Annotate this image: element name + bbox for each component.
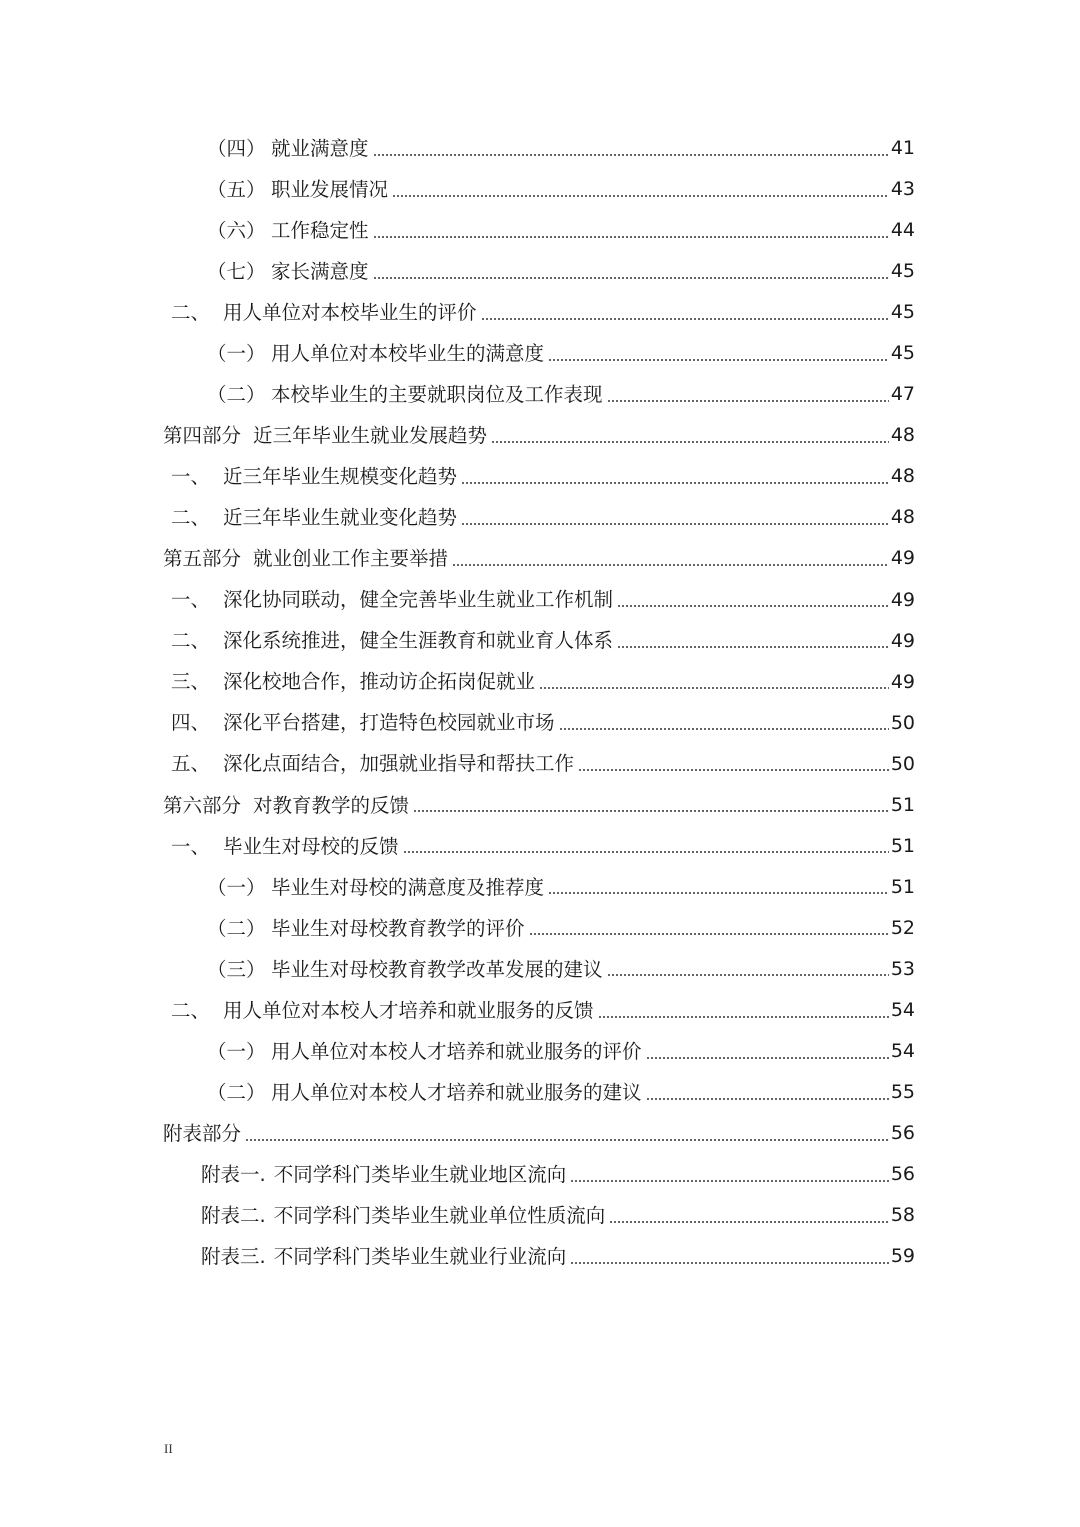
toc-entry-number: 附表三. xyxy=(201,1245,266,1269)
dot-leader xyxy=(245,1139,889,1141)
dot-leader xyxy=(570,1180,889,1182)
toc-entry[interactable] xyxy=(163,497,915,538)
toc-entry-page: 43 xyxy=(890,178,915,201)
toc-entry-page: 47 xyxy=(890,383,915,406)
toc-entry-title: 用人单位对本校毕业生的评价 xyxy=(223,300,477,324)
toc-entry-number: 三、 xyxy=(171,670,211,694)
toc-entry-page: 59 xyxy=(890,1245,915,1268)
dot-leader xyxy=(617,605,889,607)
toc-entry[interactable] xyxy=(163,867,915,908)
toc-entry-title: 不同学科门类毕业生就业地区流向 xyxy=(273,1162,567,1186)
toc-entry[interactable] xyxy=(163,292,915,333)
toc-entry[interactable] xyxy=(163,374,915,415)
dot-leader xyxy=(607,400,889,402)
dot-leader xyxy=(529,933,889,935)
toc-entry-title: 毕业生对母校教育教学改革发展的建议 xyxy=(271,957,603,981)
toc-entry-page: 54 xyxy=(890,1040,915,1063)
toc-entry-page: 49 xyxy=(890,547,915,570)
toc-entry-number: （一） xyxy=(207,875,266,899)
dot-leader xyxy=(461,523,889,525)
toc-entry-page: 54 xyxy=(890,999,915,1021)
toc-entry-number: （二） xyxy=(207,1080,266,1104)
toc-entry-number: 一、 xyxy=(171,465,211,489)
toc-entry[interactable] xyxy=(163,538,915,579)
dot-leader xyxy=(609,1221,889,1223)
toc-entry-number: 五、 xyxy=(171,752,211,776)
toc-entry-number: 第五部分 xyxy=(163,547,242,571)
dot-leader xyxy=(481,318,889,320)
toc-entry-number: 附表二. xyxy=(201,1203,266,1227)
toc-entry[interactable] xyxy=(163,908,915,949)
toc-entry[interactable] xyxy=(163,662,915,703)
toc-entry-title: 不同学科门类毕业生就业行业流向 xyxy=(273,1245,567,1269)
toc-entry-title: 深化系统推进，健全生涯教育和就业育人体系 xyxy=(223,629,614,653)
toc-entry-number: （二） xyxy=(207,916,266,940)
toc-entry-title: 职业发展情况 xyxy=(271,177,389,201)
toc-entry-number: （三） xyxy=(207,957,266,981)
toc-entry[interactable] xyxy=(163,333,915,374)
toc-entry[interactable] xyxy=(163,580,915,621)
toc-entry-page: 55 xyxy=(890,1081,915,1104)
toc-entry-page: 48 xyxy=(890,506,915,529)
toc-entry-page: 51 xyxy=(890,875,915,898)
toc-entry-number: 二、 xyxy=(171,506,211,530)
toc-entry-page: 49 xyxy=(890,629,915,652)
toc-entry-page: 41 xyxy=(890,137,915,160)
toc-entry-title: 毕业生对母校的满意度及推荐度 xyxy=(271,875,545,899)
toc-entry-number: （一） xyxy=(207,342,266,365)
dot-leader xyxy=(617,646,889,648)
toc-entry-number: 二、 xyxy=(171,998,211,1022)
dot-leader xyxy=(461,482,889,484)
toc-entry-title: 用人单位对本校人才培养和就业服务的评价 xyxy=(271,1039,642,1063)
toc-entry[interactable] xyxy=(163,744,915,785)
toc-entry[interactable] xyxy=(163,128,915,169)
toc-entry-number: 四、 xyxy=(171,711,211,735)
toc-entry[interactable] xyxy=(163,1031,915,1072)
toc-entry-number: （六） xyxy=(207,218,266,242)
toc-entry-page: 50 xyxy=(890,752,915,775)
toc-entry[interactable] xyxy=(163,1154,915,1195)
table-of-contents xyxy=(163,128,915,1277)
toc-entry-number: （二） xyxy=(207,383,266,407)
dot-leader xyxy=(373,154,889,156)
toc-entry-title: 近三年毕业生就业变化趋势 xyxy=(223,506,458,530)
dot-leader xyxy=(539,687,889,689)
toc-entry[interactable] xyxy=(163,415,915,456)
toc-entry-title: 深化点面结合，加强就业指导和帮扶工作 xyxy=(223,752,575,776)
toc-entry-page: 44 xyxy=(890,219,915,242)
toc-entry-number: 二、 xyxy=(171,629,211,653)
dot-leader xyxy=(570,1262,889,1264)
toc-entry[interactable] xyxy=(163,456,915,497)
toc-entry[interactable] xyxy=(163,785,915,826)
toc-entry[interactable] xyxy=(163,1113,915,1154)
toc-entry-page: 52 xyxy=(890,916,915,939)
toc-entry[interactable] xyxy=(163,210,915,251)
toc-entry-title: 就业满意度 xyxy=(271,136,369,160)
toc-entry-page: 51 xyxy=(890,834,915,857)
dot-leader xyxy=(413,810,889,812)
toc-entry-page: 56 xyxy=(890,1122,915,1145)
toc-entry-title: 就业创业工作主要举措 xyxy=(253,547,449,571)
toc-entry-page: 45 xyxy=(890,260,915,283)
dot-leader xyxy=(598,1016,889,1018)
toc-entry-page: 49 xyxy=(890,670,915,693)
toc-entry-title: 用人单位对本校毕业生的满意度 xyxy=(271,342,545,365)
dot-leader xyxy=(491,441,889,443)
toc-entry-page: 56 xyxy=(890,1163,915,1186)
toc-entry-title: 用人单位对本校人才培养和就业服务的反馈 xyxy=(223,998,594,1022)
toc-entry-title: 近三年毕业生规模变化趋势 xyxy=(223,465,458,489)
toc-entry[interactable] xyxy=(163,990,915,1031)
dot-leader xyxy=(646,1098,889,1100)
toc-entry-title: 工作稳定性 xyxy=(271,218,369,242)
toc-entry-page: 45 xyxy=(890,301,915,324)
toc-entry-title: 家长满意度 xyxy=(271,259,369,283)
toc-entry-title: 毕业生对母校的反馈 xyxy=(223,834,399,858)
toc-entry-number: 第四部分 xyxy=(163,424,242,448)
toc-entry[interactable] xyxy=(163,251,915,292)
toc-entry[interactable] xyxy=(163,826,915,867)
dot-leader xyxy=(452,564,889,566)
toc-entry-number: 一、 xyxy=(171,588,211,612)
toc-entry[interactable] xyxy=(163,621,915,662)
toc-entry-title: 毕业生对母校教育教学的评价 xyxy=(271,916,525,940)
toc-entry-title: 附表部分 xyxy=(163,1121,242,1145)
toc-entry[interactable] xyxy=(163,169,915,210)
toc-entry-number: （七） xyxy=(207,259,266,283)
toc-entry-number: 二、 xyxy=(171,300,211,324)
dot-leader xyxy=(559,728,889,730)
toc-entry-number: 一、 xyxy=(171,834,211,858)
toc-entry[interactable] xyxy=(163,1195,915,1236)
dot-leader xyxy=(646,1057,889,1059)
dot-leader xyxy=(548,359,889,361)
toc-entry-page: 49 xyxy=(890,588,915,611)
dot-leader xyxy=(373,277,889,279)
toc-entry-number: （五） xyxy=(207,177,266,201)
toc-entry[interactable] xyxy=(163,949,915,990)
toc-entry-title: 本校毕业生的主要就职岗位及工作表现 xyxy=(271,383,603,407)
dot-leader xyxy=(578,769,889,771)
toc-entry-page: 50 xyxy=(890,711,915,734)
dot-leader xyxy=(548,892,889,894)
toc-entry-page: 58 xyxy=(890,1204,915,1227)
toc-entry-number: 第六部分 xyxy=(163,793,242,817)
toc-entry[interactable] xyxy=(163,1236,915,1277)
toc-entry-page: 53 xyxy=(890,957,915,980)
dot-leader xyxy=(373,236,889,238)
toc-entry-title: 用人单位对本校人才培养和就业服务的建议 xyxy=(271,1080,642,1104)
toc-entry[interactable] xyxy=(163,703,915,744)
toc-entry-title: 深化平台搭建，打造特色校园就业市场 xyxy=(223,711,555,735)
toc-entry[interactable] xyxy=(163,1072,915,1113)
toc-entry-title: 不同学科门类毕业生就业单位性质流向 xyxy=(273,1203,606,1227)
toc-entry-title: 深化校地合作，推动访企拓岗促就业 xyxy=(223,670,536,694)
toc-entry-page: 48 xyxy=(890,465,915,488)
toc-entry-page: 48 xyxy=(890,424,915,447)
dot-leader xyxy=(392,195,889,197)
toc-entry-number: （四） xyxy=(207,136,266,160)
toc-entry-page: 45 xyxy=(890,342,915,365)
toc-entry-number: 附表一. xyxy=(201,1162,266,1186)
toc-entry-number: （一） xyxy=(207,1039,266,1063)
toc-entry-title: 对教育教学的反馈 xyxy=(253,793,410,817)
page-number: II xyxy=(164,1441,173,1456)
toc-entry-title: 近三年毕业生就业发展趋势 xyxy=(253,424,488,448)
dot-leader xyxy=(403,851,889,853)
dot-leader xyxy=(607,974,889,976)
toc-entry-title: 深化协同联动，健全完善毕业生就业工作机制 xyxy=(223,588,614,612)
toc-entry-page: 51 xyxy=(890,793,915,816)
